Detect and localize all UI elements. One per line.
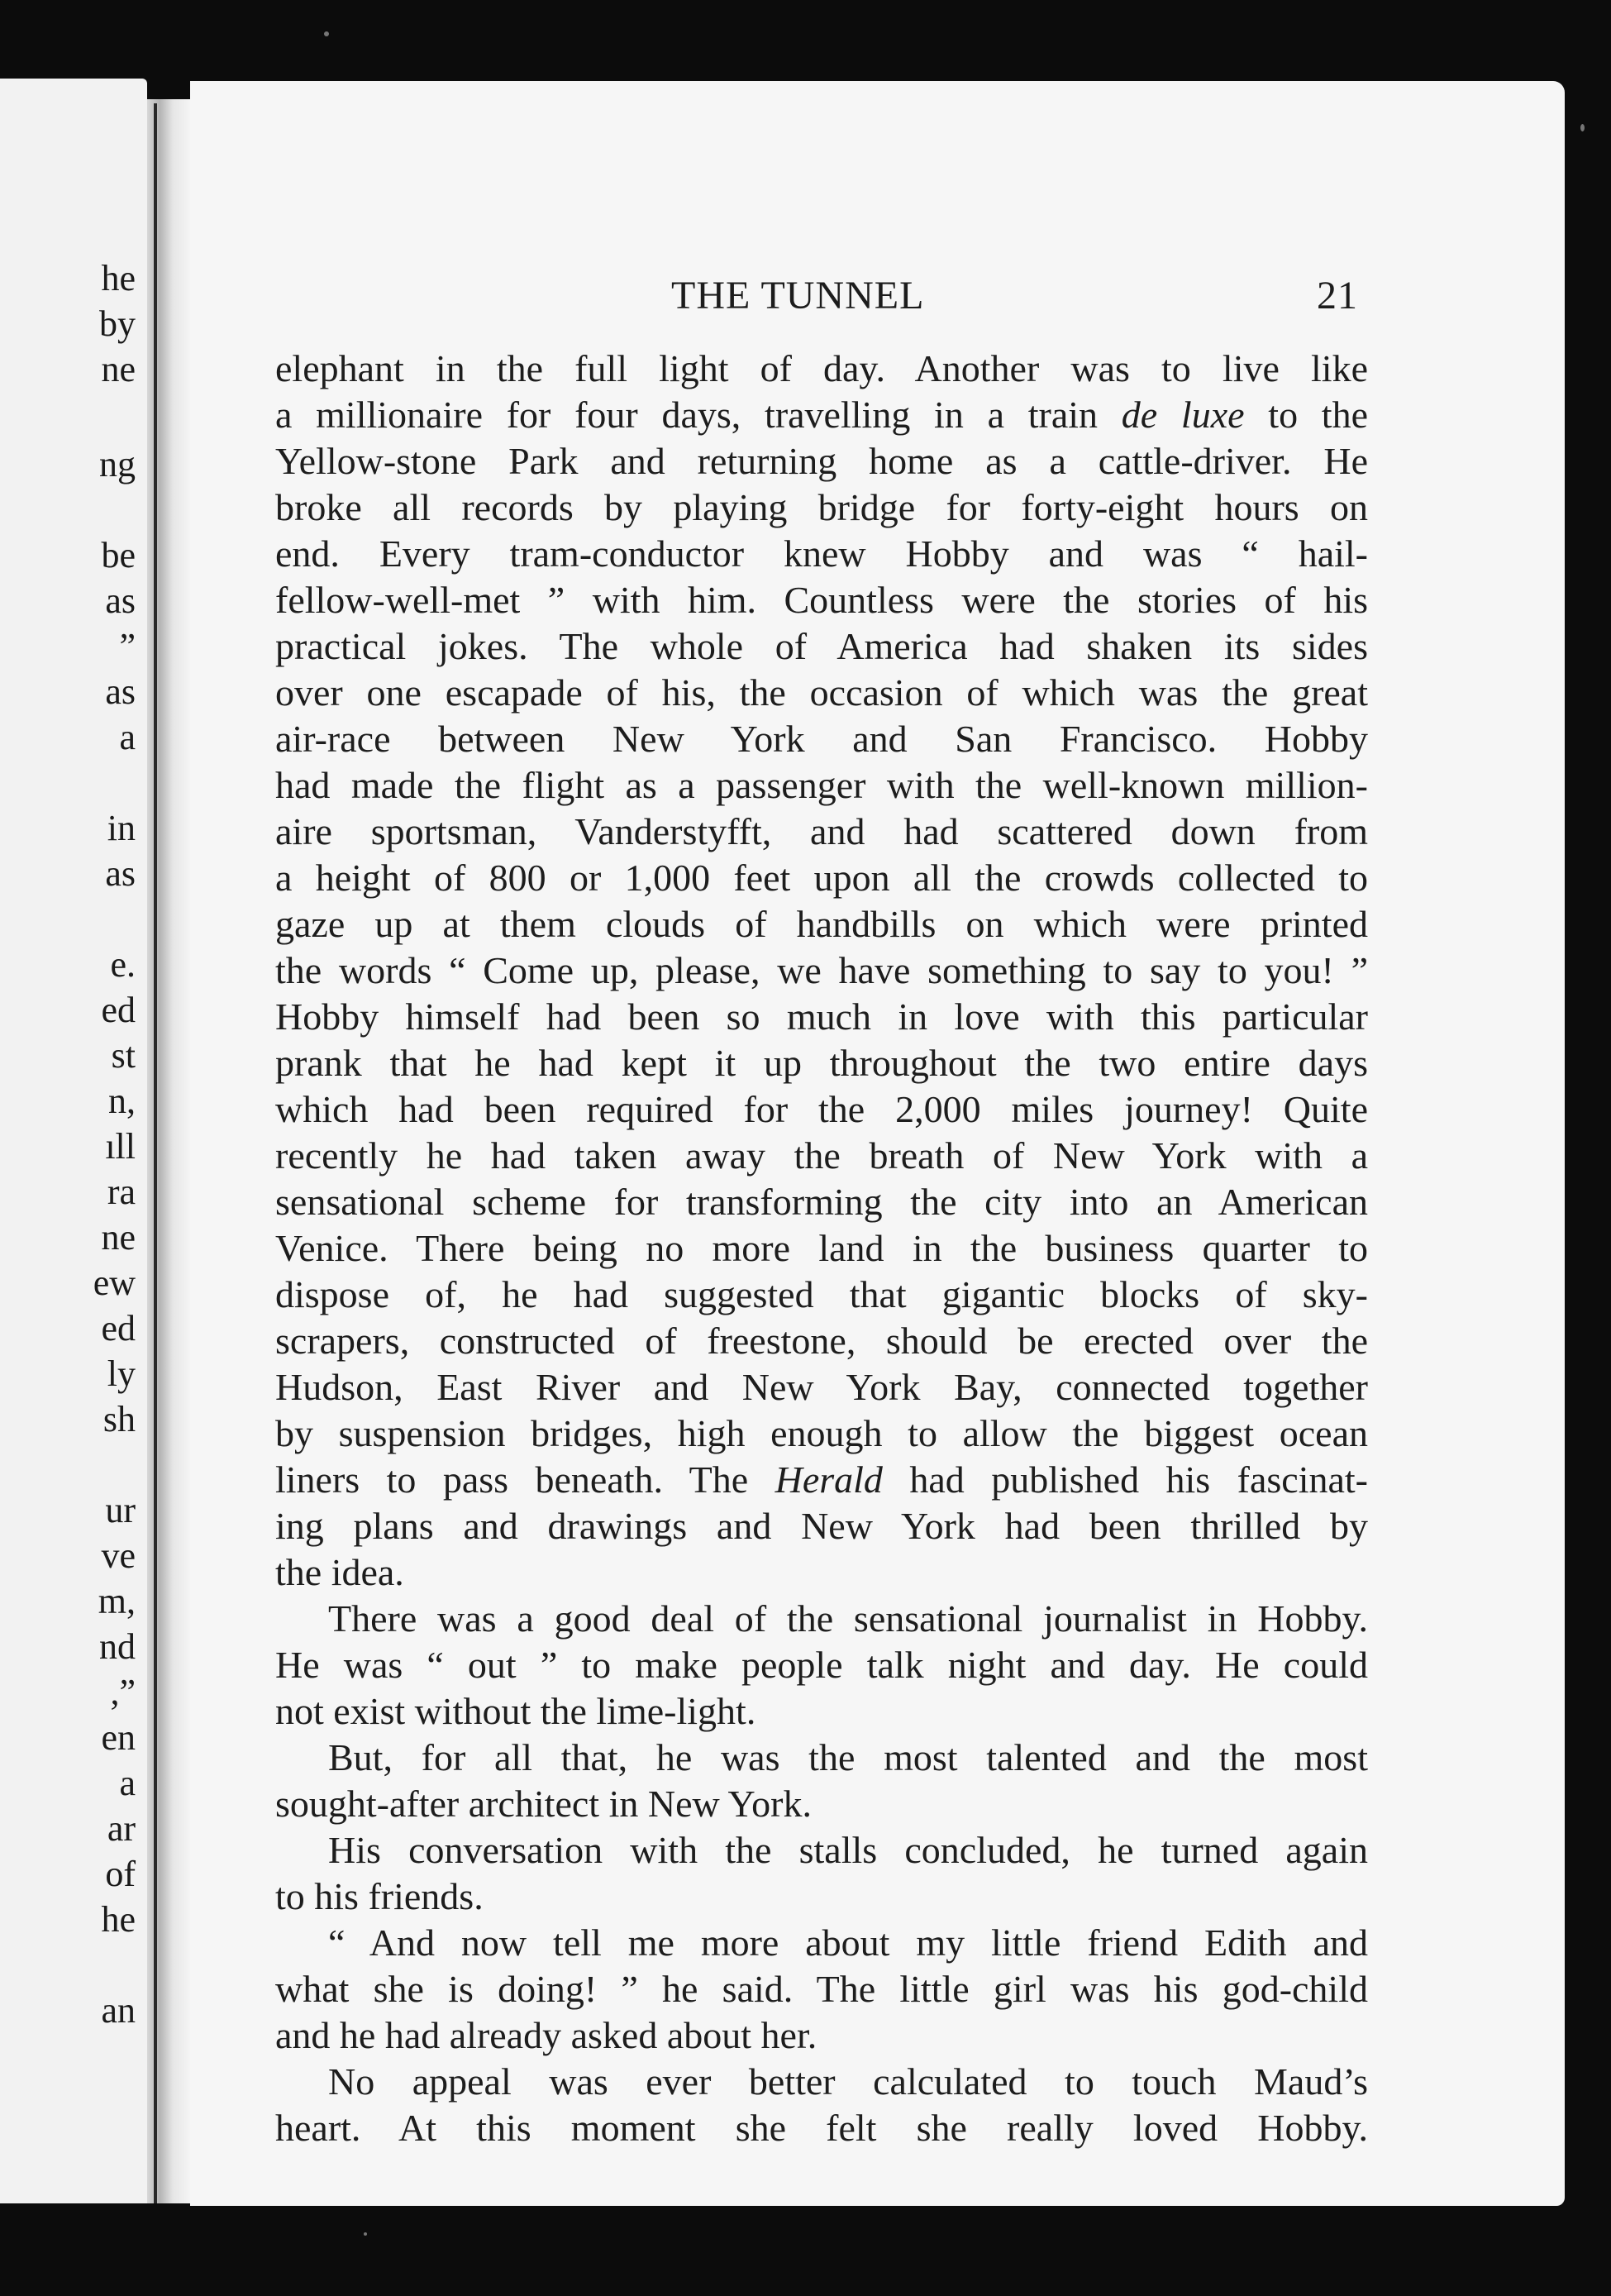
text-line (275, 855, 1368, 901)
text-segment: gaze up at them clouds of handbills on which were printed (275, 903, 1368, 945)
text-segment: scrapers, constructed of freestone, should be erected over the (275, 1320, 1368, 1362)
text-line (275, 1272, 1368, 1318)
facing-page-text-fragment: ve (101, 1535, 136, 1576)
text-line (275, 1735, 1368, 1781)
text-line (275, 1688, 1368, 1735)
text-line (275, 2059, 1368, 2105)
facing-page-text-fragment: ed (101, 990, 136, 1030)
text-line (275, 1411, 1368, 1457)
text-line (275, 1179, 1368, 1225)
facing-page-text-fragment: he (101, 1899, 136, 1940)
facing-page-text-fragment: nd (99, 1626, 136, 1667)
text-segment: No appeal was ever better calculated to touch Maud’s (328, 2060, 1368, 2103)
text-line (275, 809, 1368, 855)
text-segment: air-race between New York and San Francisco. Hobby (275, 718, 1368, 760)
dust-speck (364, 2232, 367, 2236)
book-page (190, 81, 1565, 2206)
text-segment: a height of 800 or 1,000 feet upon all the crowds collected to (275, 857, 1368, 899)
text-line (275, 2105, 1368, 2151)
facing-page-text-fragment: ly (107, 1353, 136, 1394)
text-line (275, 1364, 1368, 1411)
text-segment: sought-after architect in New York. (275, 1783, 812, 1825)
text-segment: the words “ Come up, please, we have something to say to you! ” (275, 949, 1368, 991)
text-line (275, 762, 1368, 809)
text-line (275, 531, 1368, 577)
text-line (275, 1781, 1368, 1827)
page-number: 21 (1317, 274, 1358, 317)
facing-page-text-fragment: of (105, 1854, 136, 1894)
text-line (275, 670, 1368, 716)
text-segment: ing plans and drawings and New York had been thrilled by (275, 1505, 1368, 1547)
text-segment: which had been required for the 2,000 miles journey! Quite (275, 1088, 1368, 1130)
text-segment: Venice. There being no more land in the business quarter to (275, 1227, 1368, 1269)
text-segment: to his friends. (275, 1875, 484, 1917)
text-segment: not exist without the lime-light. (275, 1690, 756, 1732)
facing-page-text-fragment: by (99, 303, 136, 344)
facing-page-text-fragment: a (119, 1763, 136, 1803)
facing-page-text-fragment: n, (108, 1081, 136, 1121)
text-line (275, 1642, 1368, 1688)
text-line (275, 1966, 1368, 2012)
facing-page-text-fragment: en (101, 1717, 136, 1758)
text-segment: and he had already asked about her. (275, 2014, 817, 2056)
text-line (275, 392, 1368, 438)
text-line (275, 1827, 1368, 1874)
text-segment: But, for all that, he was the most talented and the most (328, 1736, 1368, 1778)
text-segment: to the (1244, 394, 1369, 436)
text-line (275, 438, 1368, 484)
dust-speck (1580, 124, 1585, 131)
text-line (275, 716, 1368, 762)
text-segment: practical jokes. The whole of America had shaken its sides (275, 625, 1368, 667)
running-title: THE TUNNEL (671, 274, 925, 317)
facing-page-text-fragment: ew (93, 1263, 136, 1303)
text-segment: Yellow-stone Park and returning home as a cattle-driver. He (275, 440, 1368, 482)
text-line (275, 484, 1368, 531)
facing-page-text-fragment: he (101, 258, 136, 298)
facing-page-text-fragment: m, (98, 1581, 136, 1621)
italic-text: de luxe (1121, 394, 1245, 436)
text-segment: aire sportsman, Vanderstyfft, and had scattered down from (275, 810, 1368, 852)
facing-page-fragment (0, 79, 147, 2203)
text-line (275, 1040, 1368, 1086)
text-line (275, 1133, 1368, 1179)
text-line (275, 1596, 1368, 1642)
text-line (275, 1874, 1368, 1920)
text-segment: He was “ out ” to make people talk night and day. He could (275, 1644, 1368, 1686)
text-line (275, 623, 1368, 670)
text-segment: had published his fascinat- (882, 1458, 1368, 1501)
text-line (275, 1318, 1368, 1364)
text-segment: end. Every tram-conductor knew Hobby and was “ hail- (275, 532, 1368, 575)
facing-page-text-fragment: ” (119, 626, 136, 666)
facing-page-text-fragment: sh (102, 1399, 136, 1439)
text-line (275, 1503, 1368, 1549)
facing-page-text-fragment: ed (101, 1308, 136, 1348)
text-segment: over one escapade of his, the occasion of which was the great (275, 671, 1368, 714)
facing-page-text-fragment: st (111, 1035, 136, 1076)
facing-page-text-fragment: ng (99, 444, 136, 484)
text-segment: sensational scheme for transforming the city into an American (275, 1181, 1368, 1223)
facing-page-text-fragment: ra (107, 1172, 136, 1212)
text-line (275, 994, 1368, 1040)
text-segment: heart. At this moment she felt she really loved Hobby. (275, 2107, 1368, 2149)
text-segment: Hobby himself had been so much in love with this particular (275, 995, 1368, 1038)
facing-page-text-fragment: ar (107, 1808, 136, 1849)
facing-page-text-fragment: ıll (105, 1126, 136, 1167)
text-line (275, 1457, 1368, 1503)
text-line (275, 901, 1368, 948)
facing-page-text-fragment: as (105, 580, 136, 621)
facing-page-text-fragment: as (105, 853, 136, 894)
facing-page-text-fragment: ur (105, 1490, 136, 1530)
facing-page-text-fragment: ne (101, 349, 136, 389)
text-segment: There was a good deal of the sensational journalist in Hobby. (328, 1597, 1368, 1640)
text-segment: liners to pass beneath. The (275, 1458, 775, 1501)
facing-page-text-fragment: an (101, 1990, 136, 2031)
text-segment: what she is doing! ” he said. The little girl was his god-child (275, 1968, 1368, 2010)
text-segment: elephant in the full light of day. Another was to live like (275, 347, 1368, 389)
text-segment: a millionaire for four days, travelling in a train (275, 394, 1122, 436)
facing-page-text-fragment: e. (110, 944, 136, 985)
body-text (275, 346, 1368, 2151)
text-segment: the idea. (275, 1551, 404, 1593)
text-segment: dispose of, he had suggested that gigantic blocks of sky- (275, 1273, 1368, 1315)
text-line (275, 577, 1368, 623)
text-segment: fellow-well-met ” with him. Countless were the stories of his (275, 579, 1368, 621)
text-segment: Hudson, East River and New York Bay, connected together (275, 1366, 1368, 1408)
gutter-shadow-line (154, 103, 157, 2203)
text-segment: broke all records by playing bridge for forty-eight hours on (275, 486, 1368, 528)
text-segment: His conversation with the stalls concluded, he turned again (328, 1829, 1368, 1871)
facing-page-text-fragment: as (105, 671, 136, 712)
text-line (275, 346, 1368, 392)
italic-text: Herald (775, 1458, 883, 1501)
text-line (275, 1086, 1368, 1133)
text-line (275, 2012, 1368, 2059)
text-line (275, 1920, 1368, 1966)
text-segment: prank that he had kept it up throughout the two entire days (275, 1042, 1368, 1084)
text-line (275, 1549, 1368, 1596)
facing-page-text-fragment: a (119, 717, 136, 757)
text-segment: had made the flight as a passenger with the well-known million- (275, 764, 1368, 806)
text-line (275, 1225, 1368, 1272)
text-segment: by suspension bridges, high enough to allow the biggest ocean (275, 1412, 1368, 1454)
text-segment: “ And now tell me more about my little friend Edith and (328, 1921, 1368, 1964)
facing-page-text-fragment: ne (101, 1217, 136, 1258)
dust-speck (324, 31, 329, 36)
facing-page-text-fragment: be (101, 535, 136, 575)
facing-page-text-fragment: in (107, 808, 136, 848)
text-segment: recently he had taken away the breath of New York with a (275, 1134, 1368, 1177)
facing-page-text-fragment: ,” (110, 1672, 136, 1712)
text-line (275, 948, 1368, 994)
